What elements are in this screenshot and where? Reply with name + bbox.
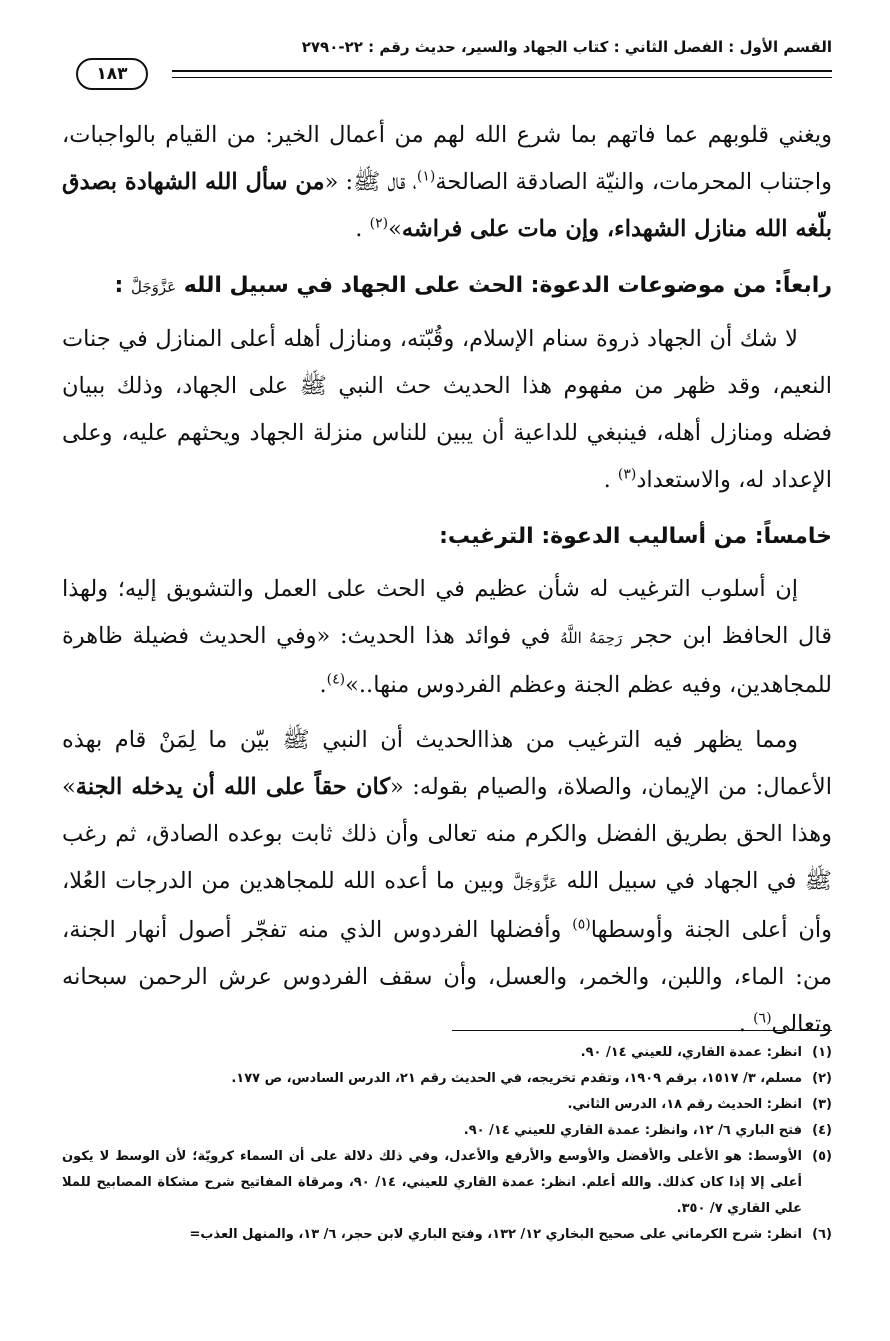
footnote-number: (٤) <box>812 1123 832 1138</box>
footnote <box>62 1144 832 1222</box>
footnote <box>62 1066 832 1092</box>
honorific: رَحِمَهُ اللَّهُ <box>560 629 623 647</box>
footnote <box>62 1118 832 1144</box>
footnote-number: (٣) <box>812 1097 832 1112</box>
section-heading-4: رابعاً: من موضوعات الدعوة: الحث على الجهاد في سبيل الله عَزَّوَجَلَّ : <box>114 273 832 298</box>
paragraph-3: إن أسلوب الترغيب له شأن عظيم في الحث على العمل والتشويق إليه؛ ولهذا قال الحافظ ابن حجر رَحِمَهُ اللَّهُ في فوائد هذا الحديث: «وفي الحديث فضيلة ظاهرة للمجاهدين، وفيه عظم الجنة وعظم الفردوس منها..»$^{(٤)}$. <box>62 576 832 698</box>
paragraph-2: لا شك أن الجهاد ذروة سنام الإسلام، وقُبّته، ومنازل أهله أعلى المنازل في جنات النعيم، وقد ظهر من مفهوم هذا الحديث حث النبي ﷺ على الجهاد، وذلك ببيان فضله ومنازل أهله، فينبغي للداعية أن يبين للناس منزلة الجهاد ويحثهم عليه، وعلى الإعداد له، والاستعداد$^{(٣)}$ . <box>62 326 832 493</box>
footnote <box>62 1040 832 1066</box>
main-text <box>62 112 832 1048</box>
page-number: ١٨٣ <box>76 58 148 90</box>
footnote-text: مسلم، ٣/ ١٥١٧، برقم ١٩٠٩، وتقدم تخريجه، في الحديث رقم ٢١، الدرس السادس، ص ١٧٧. <box>231 1071 802 1086</box>
footnote-ref-1[interactable]: (١) <box>416 168 436 185</box>
footnote <box>62 1222 832 1248</box>
footnote-ref-6[interactable]: (٦) <box>753 1010 772 1027</box>
hadith-quote: كان حقاً على الله أن يدخله الجنة <box>75 774 391 800</box>
footnotes <box>62 1040 832 1248</box>
footnote-ref-5[interactable]: (٥) <box>572 916 591 933</box>
paragraph-4: ومما يظهر فيه الترغيب من هذاالحديث أن النبي ﷺ بيّن ما لِمَنْ قام بهذه الأعمال: من الإيمان، والصلاة، والصيام بقوله: «كان حقاً على الله أن يدخله الجنة» وهذا الحق بطريق الفضل والكرم منه تعالى وأن ذلك ثابت بوعده الصادق، ثم رغب ﷺ في الجهاد في سبيل الله عَزَّوَجَلَّ وبين ما أعده الله للمجاهدين من الدرجات العُلا، وأن أعلى الجنة وأوسطها$^{(٥)}$ وأفضلها الفردوس الذي منه تفجّر أصول أنهار الجنة، من: الماء، واللبن، والخمر، والعسل، وأن سقف الفردوس عرش الرحمن سبحانه وتعالى$^{(٦)}$ . <box>62 727 833 1037</box>
footnote <box>62 1092 832 1118</box>
footnote-ref-3[interactable]: (٣) <box>617 466 637 483</box>
footnote-number: (٦) <box>812 1227 832 1242</box>
footnote-ref-2[interactable]: (٢) <box>369 215 389 232</box>
footnote-text: انظر: عمدة القاري، للعيني ١٤/ ٩٠. <box>580 1045 802 1060</box>
footnote-rule <box>452 1030 832 1031</box>
honorific: عَزَّوَجَلَّ <box>512 874 559 892</box>
hadith-quote: من سأل الله الشهادة بصدق بلّغه الله منازل الشهداء، وإن مات على فراشه <box>62 169 832 242</box>
footnote-text: فتح الباري ٦/ ١٢، وانظر: عمدة القاري للعيني ١٤/ ٩٠. <box>463 1123 802 1138</box>
section-heading-5: خامساً: من أساليب الدعوة: الترغيب: <box>439 524 832 549</box>
footnote-text: انظر: الحديث رقم ١٨، الدرس الثاني. <box>567 1097 802 1112</box>
paragraph-1: ويغني قلوبهم عما فاتهم بما شرع الله لهم من أعمال الخير: من القيام بالواجبات، واجتناب المحرمات، والنيّة الصادقة الصالحة$^{(١)}$، قال ﷺ: «من سأل الله الشهادة بصدق بلّغه الله منازل الشهداء، وإن مات على فراشه»$^{(٢)}$ . <box>62 122 832 242</box>
footnote-text: انظر: شرح الكرماني على صحيح البخاري ١٢/ ١٣٢، وفتح الباري لابن حجر، ٦/ ١٣، والمنهل العذب= <box>189 1227 802 1242</box>
footnote-number: (٥) <box>812 1149 832 1164</box>
honorific: عَزَّوَجَلَّ <box>130 278 177 296</box>
footnote-number: (٢) <box>812 1071 832 1086</box>
footnote-ref-4[interactable]: (٤) <box>326 671 346 688</box>
footnote-number: (١) <box>812 1045 832 1060</box>
header-rule <box>172 70 832 78</box>
footnote-text: الأوسط: هو الأعلى والأفضل والأوسع والأرفع والأعدل، وفي ذلك دلالة على أن السماء كرويّة؛ لأن الوسط لا يكون أعلى إلا إذا كان كذلك. والله أعلم. انظر: عمدة القاري للعيني، ١٤/ ٩٠، ومرقاة المفاتيح شرح مشكاة المصابيح للملا علي القاري ٧/ ٣٥٠. <box>62 1149 802 1216</box>
running-title: القسم الأول : الفصل الثاني : كتاب الجهاد والسير، حديث رقم : ٢٢-٢٧٩٠ <box>301 38 832 56</box>
